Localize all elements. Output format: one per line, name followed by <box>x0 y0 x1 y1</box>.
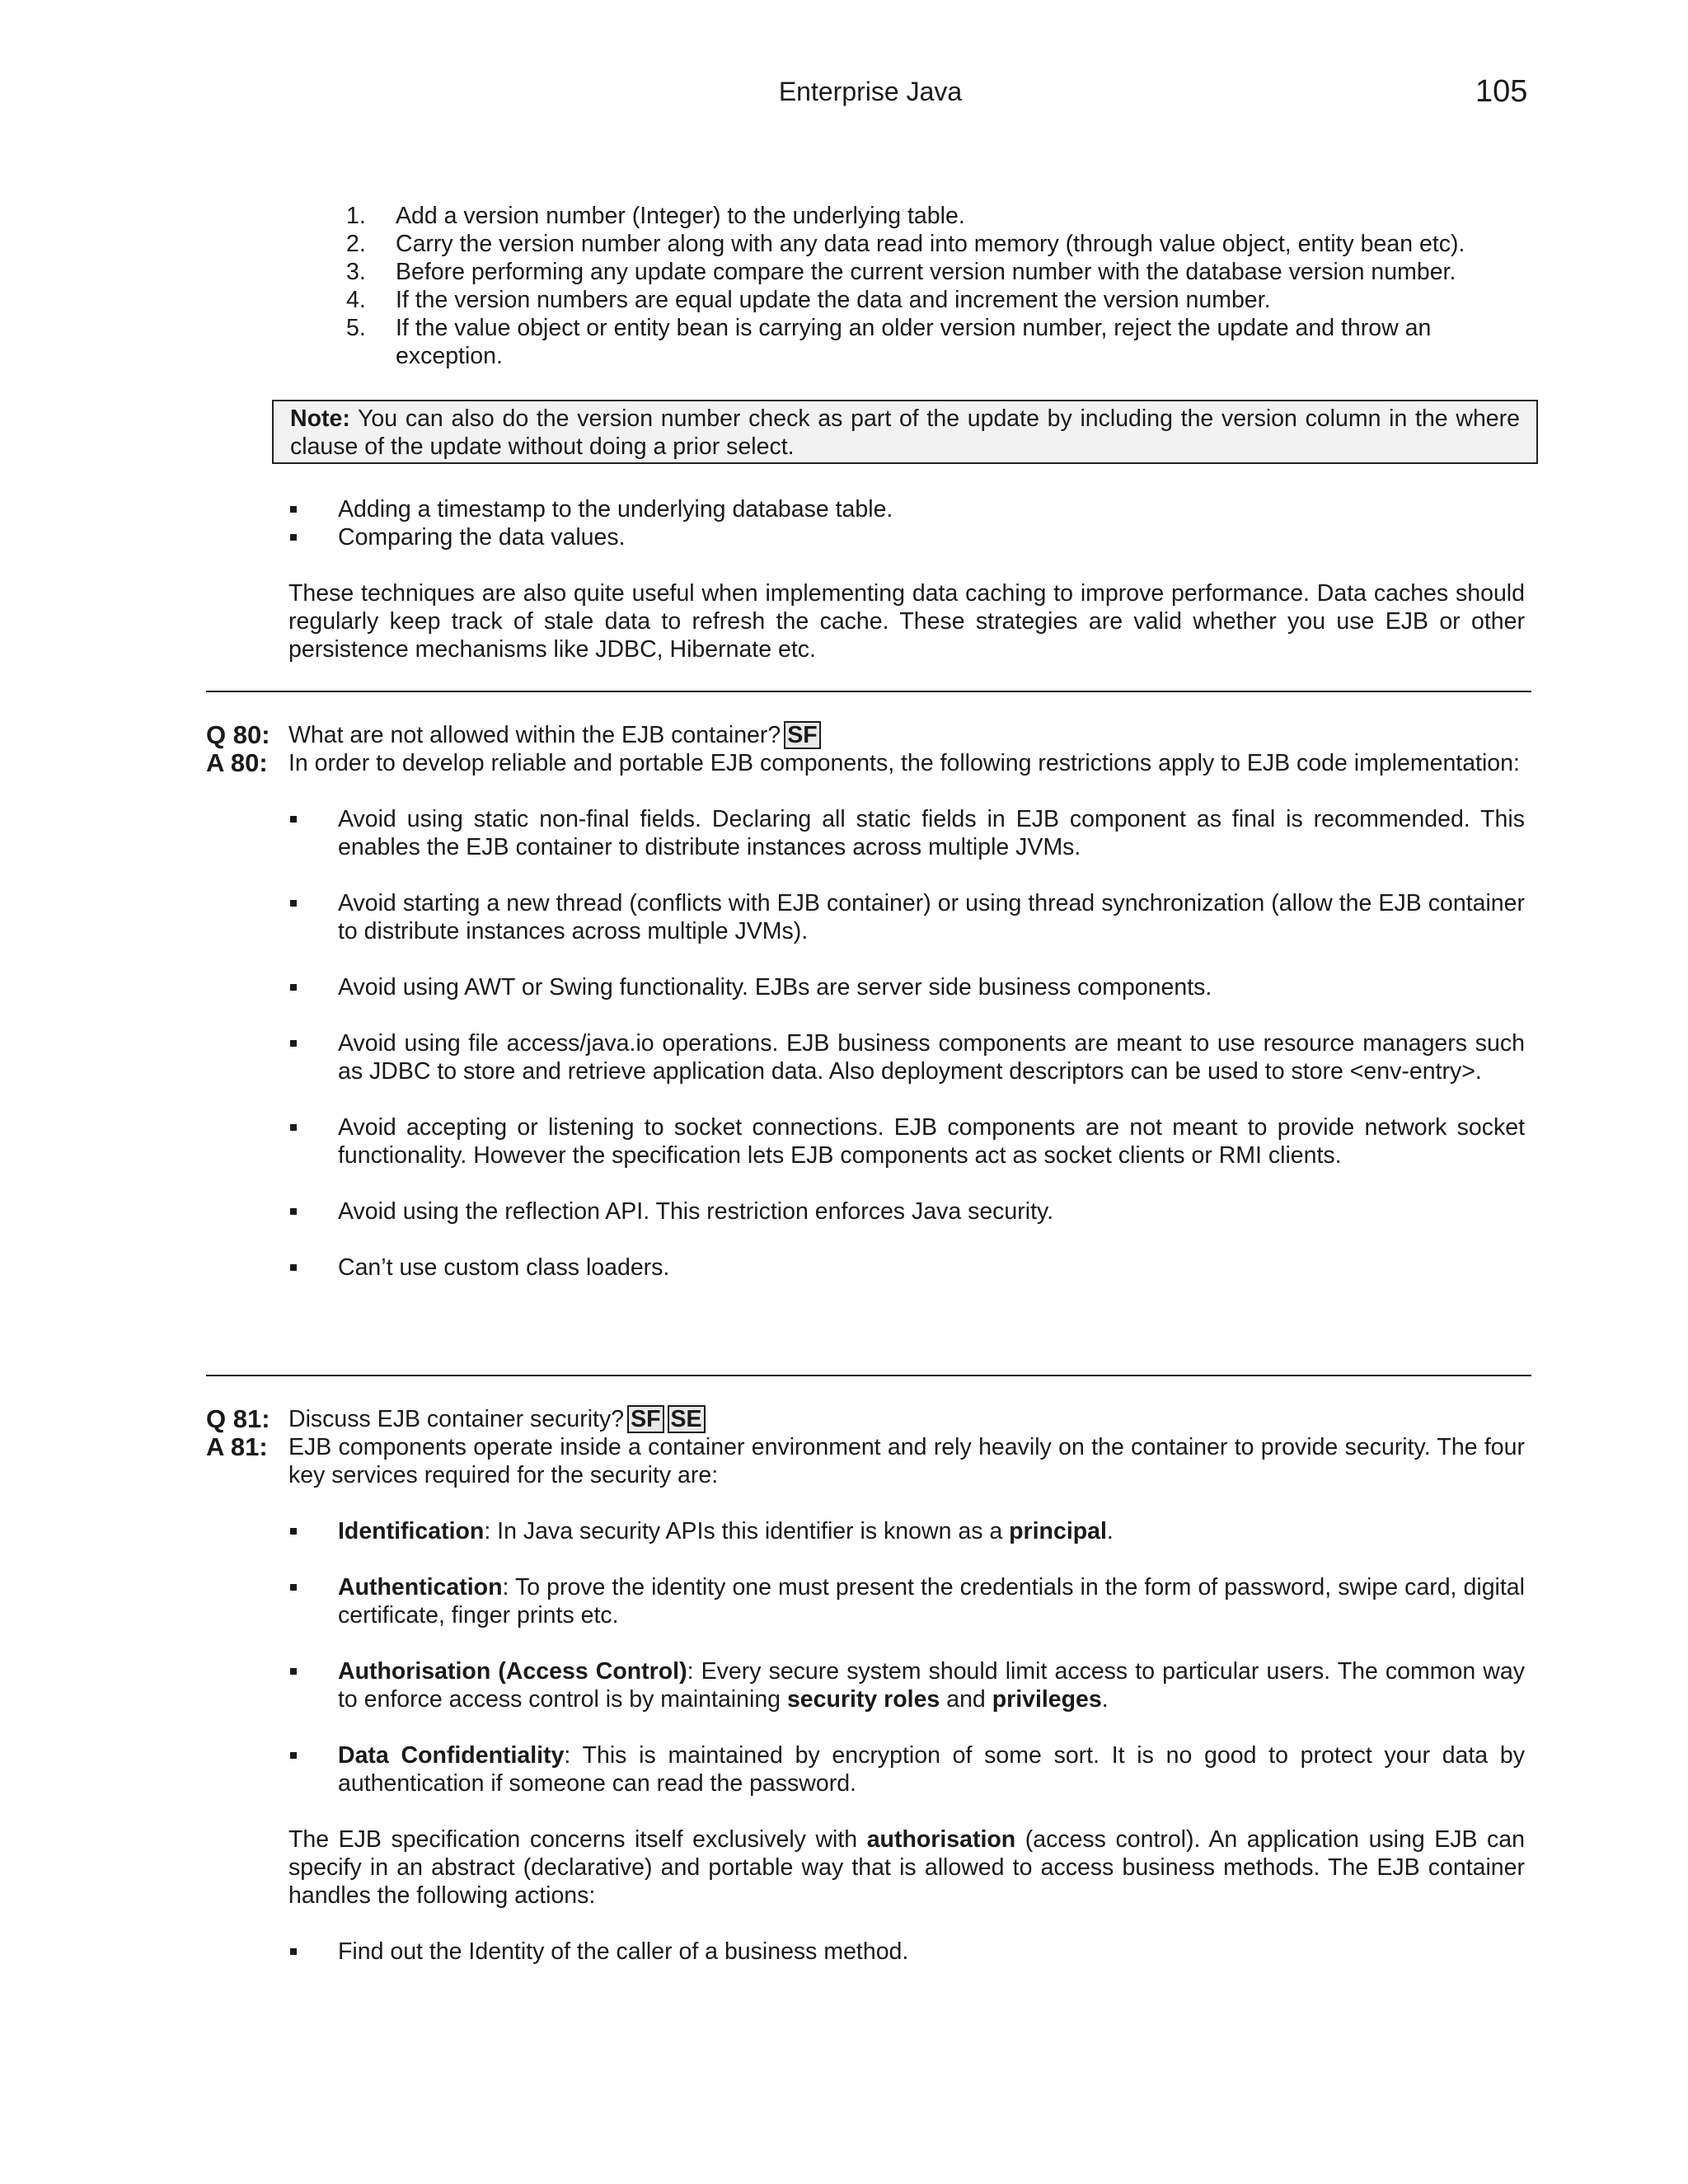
q80-section <box>206 721 1525 1282</box>
top-section <box>288 202 1525 663</box>
question-row <box>206 721 1525 749</box>
answer-row <box>206 1433 1525 1489</box>
answer-label: A 80: <box>206 748 268 777</box>
version-steps-list <box>288 202 1525 370</box>
question-label: Q 80: <box>206 720 270 749</box>
section-divider <box>206 1375 1531 1376</box>
list-item: Avoid using AWT or Swing functionality. EJBs are server side business components. <box>288 973 1525 1001</box>
list-item: Avoid using static non-final fields. Declaring all static fields in EJB component as final is recommended. This enables the EJB container to distribute instances across multiple JVMs. <box>288 805 1525 861</box>
container-actions-list <box>288 1938 1525 1966</box>
list-item: Identification: In Java security APIs this identifier is known as a principal. <box>288 1517 1525 1545</box>
list-item: 5. If the value object or entity bean is carrying an older version number, reject the update and throw an exception. <box>346 315 1432 369</box>
tag-badge: SF <box>627 1405 663 1433</box>
list-item: Data Confidentiality: This is maintained by encryption of some sort. It is no good to protect your data by authentication if someone can read the password. <box>288 1741 1525 1797</box>
answer-text: EJB components operate inside a container environment and rely heavily on the container to provide security. The four key services required for the security are: <box>288 1434 1525 1488</box>
note-text: You can also do the version number check as part of the update by including the version column in the where clause of the update without doing a prior select. <box>290 405 1520 460</box>
list-item: 1. Add a version number (Integer) to the underlying table. <box>346 203 965 229</box>
list-item: Can’t use custom class loaders. <box>288 1254 1525 1282</box>
caching-paragraph: These techniques are also quite useful when implementing data caching to improve performance. Data caches should regularly keep track of stale data to refresh the cache. These strategies are valid whether you use EJB or other persistence mechanisms like JDBC, Hibernate etc. <box>288 580 1525 663</box>
question-row <box>206 1405 1525 1433</box>
list-item: 4. If the version numbers are equal update the data and increment the version number. <box>346 287 1271 313</box>
tag-badge: SF <box>784 721 820 749</box>
answer-text: In order to develop reliable and portable EJB components, the following restrictions apply to EJB code implementation: <box>288 750 1520 776</box>
authorisation-paragraph: The EJB specification concerns itself exclusively with authorisation (access control). An application using EJB can specify in an abstract (declarative) and portable way that is allowed to access business methods. The EJB container handles the following actions: <box>288 1826 1525 1909</box>
list-item: Authentication: To prove the identity one must present the credentials in the form of password, swipe card, digital certificate, finger prints etc. <box>288 1573 1525 1629</box>
question-label: Q 81: <box>206 1404 270 1433</box>
page-number: 105 <box>1475 74 1528 109</box>
list-item: 3. Before performing any update compare the current version number with the database version number. <box>346 259 1456 285</box>
list-item: Avoid using file access/java.io operations. EJB business components are meant to use resource managers such as JDBC to store and retrieve application data. Also deployment descriptors can be used to store <env-entry>. <box>288 1029 1525 1085</box>
q81-section <box>206 1405 1525 1966</box>
section-divider <box>206 691 1531 692</box>
answer-label: A 81: <box>206 1432 268 1461</box>
list-item: Authorisation (Access Control): Every secure system should limit access to particular users. The common way to enforce access control is by maintaining security roles and privileges. <box>288 1657 1525 1713</box>
alternative-techniques-list <box>288 495 1525 551</box>
list-item: Avoid using the reflection API. This restriction enforces Java security. <box>288 1197 1525 1226</box>
running-header: Enterprise Java <box>778 77 963 106</box>
note-label: Note: <box>290 405 350 432</box>
security-services-list <box>288 1517 1525 1797</box>
ejb-restrictions-list <box>288 805 1525 1282</box>
answer-row <box>206 749 1525 777</box>
list-item: 2. Carry the version number along with any data read into memory (through value object, entity bean etc). <box>346 231 1465 257</box>
list-item: Avoid accepting or listening to socket connections. EJB components are not meant to provide network socket functionality. However the specification lets EJB components act as socket clients or RMI clients. <box>288 1113 1525 1169</box>
list-item: Avoid starting a new thread (conflicts with EJB container) or using thread synchronization (allow the EJB container to distribute instances across multiple JVMs). <box>288 889 1525 945</box>
list-item: Adding a timestamp to the underlying database table. <box>288 495 1525 523</box>
question-text: Discuss EJB container security? <box>288 1406 625 1432</box>
list-item: Find out the Identity of the caller of a business method. <box>288 1938 1525 1966</box>
question-text: What are not allowed within the EJB container? <box>288 722 781 748</box>
note-box <box>272 400 1538 464</box>
tag-badge: SE <box>668 1405 706 1433</box>
list-item: Comparing the data values. <box>288 523 1525 551</box>
